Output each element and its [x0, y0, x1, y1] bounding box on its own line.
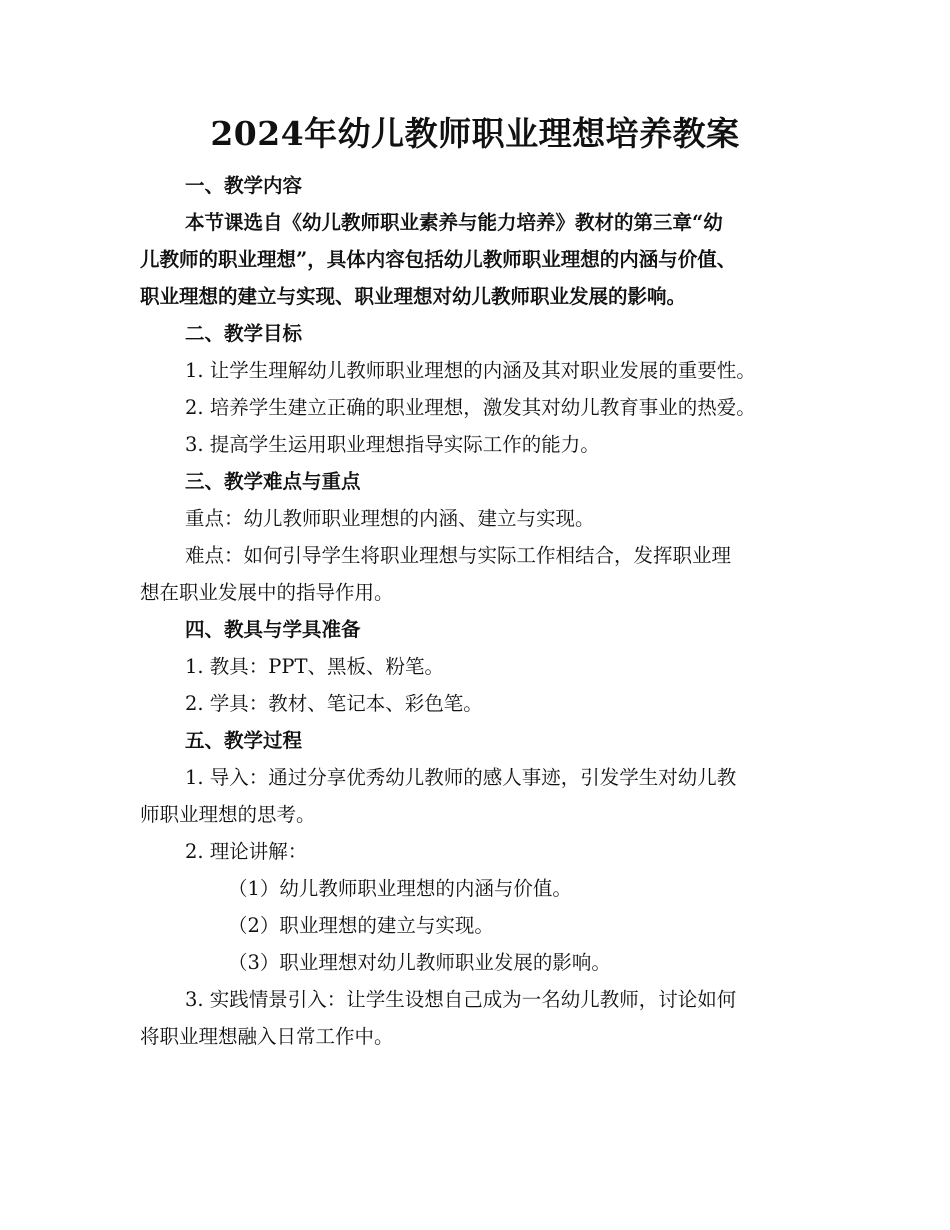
process-substep: （1）幼儿教师职业理想的内涵与价值。 [228, 877, 572, 900]
material-item: 2. 学具：教材、笔记本、彩色笔。 [185, 692, 483, 715]
content-paragraph-line: 本节课选自《幼儿教师职业素养与能力培养》教材的第三章“幼 [185, 211, 723, 234]
process-step-line: 3. 实践情景引入：让学生设想自己成为一名幼儿教师，讨论如何 [185, 988, 737, 1011]
objective-item: 3. 提高学生运用职业理想指导实际工作的能力。 [185, 433, 600, 456]
process-step-line: 1. 导入：通过分享优秀幼儿教师的感人事迹，引发学生对幼儿教 [185, 766, 737, 789]
process-step: 2. 理论讲解： [185, 840, 308, 863]
objective-item: 1. 让学生理解幼儿教师职业理想的内涵及其对职业发展的重要性。 [185, 359, 756, 382]
section-heading-objectives: 二、教学目标 [185, 322, 303, 345]
difficult-point-line: 想在职业发展中的指导作用。 [140, 581, 394, 604]
section-heading-process: 五、教学过程 [185, 729, 303, 752]
process-step-line: 师职业理想的思考。 [140, 803, 316, 826]
section-heading-materials: 四、教具与学具准备 [185, 618, 361, 641]
material-item: 1. 教具：PPT、黑板、粉笔。 [185, 655, 445, 678]
section-heading-content: 一、教学内容 [185, 174, 303, 197]
key-point: 重点：幼儿教师职业理想的内涵、建立与实现。 [185, 507, 595, 530]
process-substep: （3）职业理想对幼儿教师职业发展的影响。 [228, 951, 611, 974]
content-paragraph-line: 职业理想的建立与实现、职业理想对幼儿教师职业发展的影响。 [140, 285, 687, 308]
content-paragraph-line: 儿教师的职业理想”，具体内容包括幼儿教师职业理想的内涵与价值、 [140, 248, 737, 271]
process-substep: （2）职业理想的建立与实现。 [228, 914, 494, 937]
process-step-line: 将职业理想融入日常工作中。 [140, 1025, 394, 1048]
section-heading-keypoints: 三、教学难点与重点 [185, 470, 361, 493]
objective-item: 2. 培养学生建立正确的职业理想，激发其对幼儿教育事业的热爱。 [185, 396, 756, 419]
difficult-point-line: 难点：如何引导学生将职业理想与实际工作相结合，发挥职业理 [185, 544, 732, 567]
document-title: 2024年幼儿教师职业理想培养教案 [210, 114, 740, 153]
